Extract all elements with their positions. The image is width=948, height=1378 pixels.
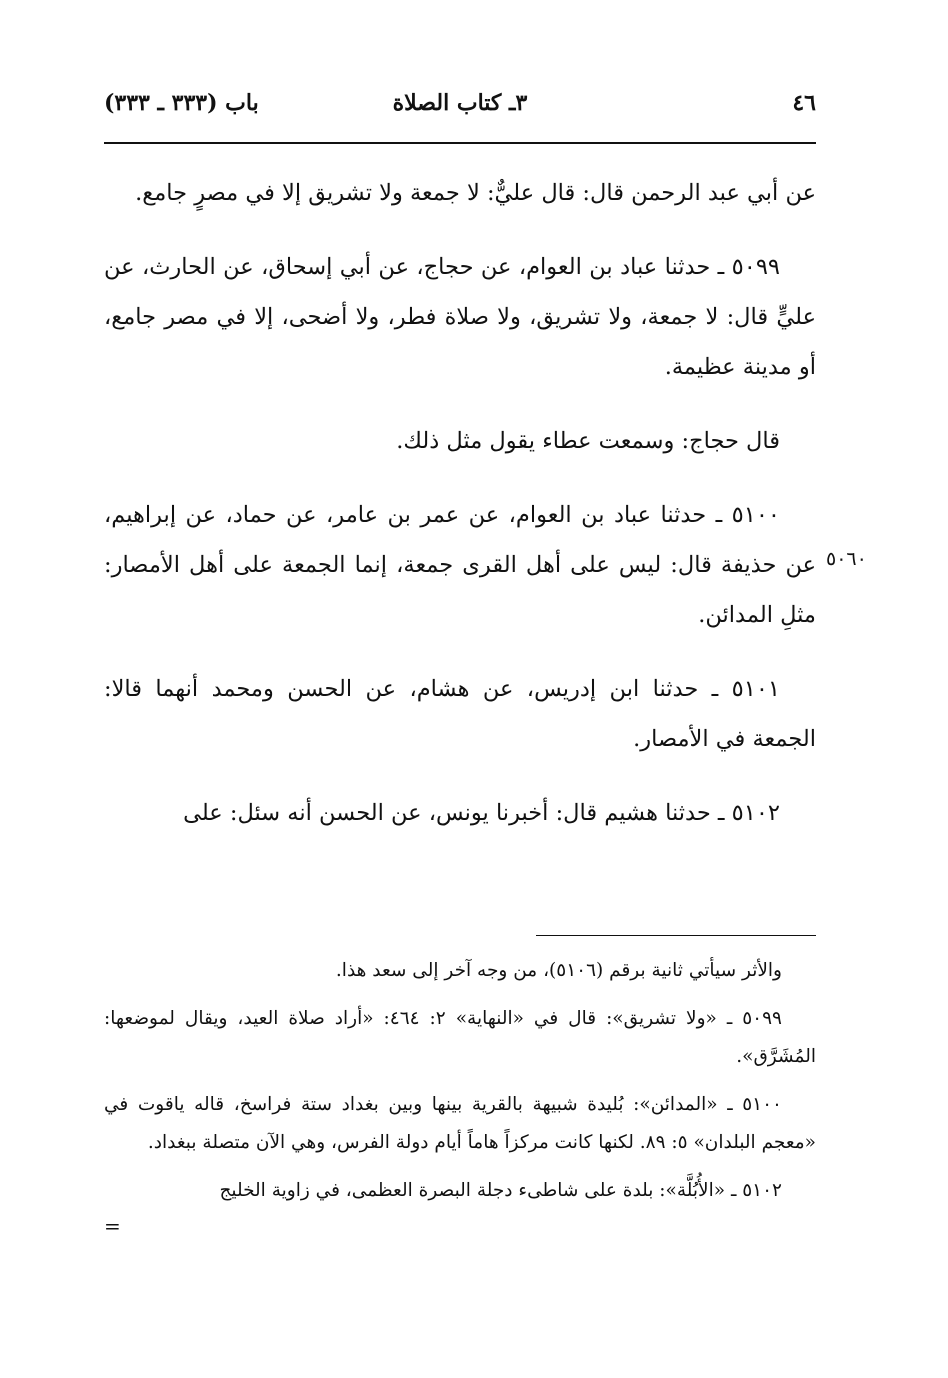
margin-number: ٥٠٦٠	[826, 548, 867, 570]
paragraph: عن أبي عبد الرحمن قال: قال عليٌّ: لا جمعة ولا تشريق إلا في مصرٍ جامع.	[135, 180, 816, 206]
paragraph: ٥١٠٢ ـ حدثنا هشيم قال: أخبرنا يونس، عن الحسن أنه سئل: على	[183, 800, 780, 826]
paragraph: ٥١٠٠ ـ حدثنا عباد بن العوام، عن عمر بن عامر، عن حماد، عن إبراهيم، عن حذيفة قال: ليس على أهل القرى جمعة، إنما الجمعة على أهل الأمصار: مثلِ المدائن.	[104, 502, 816, 628]
chapter-heading: باب (٣٣٣ ـ ٣٣٣)	[104, 90, 259, 116]
footnote: ٥٠٩٩ ـ «ولا تشريق»: قال في «النهاية» ٢: ٤٦٤: «أراد صلاة العيد، ويقال لموضعها: المُشَرَّق».	[104, 1008, 816, 1067]
footnote: والأثر سيأتي ثانية برقم (٥١٠٦)، من وجه آخر إلى سعد هذا.	[335, 960, 782, 981]
paragraph: ٥٠٩٩ ـ حدثنا عباد بن العوام، عن حجاج، عن أبي إسحاق، عن الحارث، عن عليٍّ قال: لا جمعة، ولا تشريق، ولا صلاة فطر، ولا أضحى، إلا في مصر جامع، أو مدينة عظيمة.	[104, 254, 816, 380]
footnote-rule	[536, 935, 816, 936]
page-number: ٤٦	[792, 90, 816, 116]
main-text	[104, 168, 816, 862]
footnote: ٥١٠٢ ـ «الأُبُلَّة»: بلدة على شاطىء دجلة البصرة العظمى، في زاوية الخليج	[219, 1180, 782, 1201]
paragraph: قال حجاج: وسمعت عطاء يقول مثل ذلك.	[396, 428, 780, 454]
continuation-mark: =	[104, 1214, 121, 1238]
book-title: ٣ـ كتاب الصلاة	[392, 90, 528, 116]
footnote: ٥١٠٠ ـ «المدائن»: بُليدة شبيهة بالقرية بينها وبين بغداد ستة فراسخ، قاله ياقوت في «معجم البلدان» ٥: ٨٩. لكنها كانت مركزاً هاماً أيام دولة الفرس، وهي الآن متصلة ببغداد.	[104, 1094, 816, 1153]
footnotes	[104, 952, 816, 1238]
paragraph: ٥١٠١ ـ حدثنا ابن إدريس، عن هشام، عن الحسن ومحمد أنهما قالا: الجمعة في الأمصار.	[104, 676, 816, 752]
running-header	[104, 88, 816, 124]
header-rule	[104, 142, 816, 144]
continuation-mark-row	[104, 1214, 816, 1238]
